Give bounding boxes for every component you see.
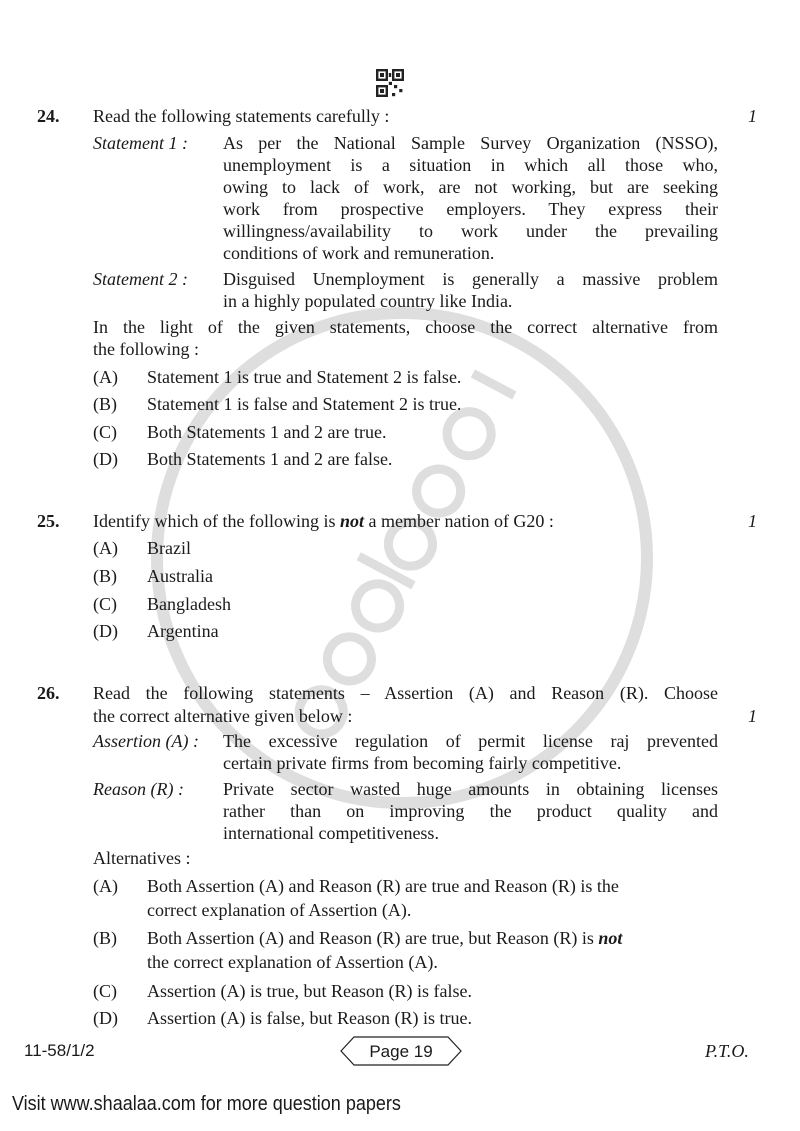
question-text: Read the following statements carefully : [93, 106, 390, 126]
option-label: (A) [93, 367, 118, 387]
option-label: (B) [93, 394, 117, 414]
question-text: Read the following statements – Assertion (A) and Reason (R). Choose [93, 683, 718, 703]
alternatives-label: Alternatives : [93, 848, 191, 868]
question-text [93, 510, 554, 532]
option-label: (C) [93, 422, 117, 442]
question-text: the correct alternative given below : [93, 706, 353, 726]
statement-line: willingness/availability to work under the prevailing [223, 221, 718, 241]
option-label: (B) [93, 928, 117, 948]
reason-label: Reason (R) : [93, 779, 184, 799]
question-marks: 1 [748, 106, 757, 126]
statement-line: in a highly populated country like India. [223, 291, 513, 311]
option-label: (D) [93, 621, 118, 641]
option-text: Both Statements 1 and 2 are true. [147, 422, 387, 442]
promo-banner: Visit www.shaalaa.com for more question papers [12, 1093, 401, 1115]
question-marks: 1 [748, 511, 757, 531]
question-number: 26. [37, 683, 60, 703]
assertion-line: certain private firms from becoming fairly competitive. [223, 753, 622, 773]
statement-line: Disguised Unemployment is generally a massive problem [223, 269, 718, 289]
option-text: the correct explanation of Assertion (A). [147, 952, 438, 972]
pto-label: P.T.O. [705, 1041, 749, 1061]
statement-line: owing to lack of work, are not working, but are seeking [223, 177, 718, 197]
statement-line: conditions of work and remuneration. [223, 243, 495, 263]
reason-line: international competitiveness. [223, 823, 439, 843]
option-text-pre: Both Assertion (A) and Reason (R) are true, but Reason (R) is [147, 928, 599, 948]
statement-line: As per the National Sample Survey Organization (NSSO), [223, 133, 718, 153]
option-text: Assertion (A) is false, but Reason (R) is true. [147, 1008, 472, 1028]
statement-line: unemployment is a situation in which all those who, [223, 155, 718, 175]
reason-line: rather than on improving the product quality and [223, 801, 718, 821]
reason-line: Private sector wasted huge amounts in obtaining licenses [223, 779, 718, 799]
assertion-line: The excessive regulation of permit license raj prevented [223, 731, 718, 751]
option-label: (A) [93, 876, 118, 896]
assertion-label: Assertion (A) : [93, 731, 199, 751]
emphasis-not: not [598, 928, 623, 948]
option-text: Argentina [147, 621, 219, 641]
option-text: Assertion (A) is true, but Reason (R) is false. [147, 981, 472, 1001]
statement-1-label: Statement 1 : [93, 133, 188, 153]
paper-code: 11-58/1/2 [24, 1041, 95, 1060]
option-label: (D) [93, 1008, 118, 1028]
prompt-line: the following : [93, 339, 199, 359]
question-text-post: a member nation of G20 : [363, 511, 554, 531]
option-text: Bangladesh [147, 594, 231, 614]
emphasis-not: not [339, 511, 364, 531]
option-text: correct explanation of Assertion (A). [147, 900, 412, 920]
question-marks: 1 [748, 706, 757, 726]
question-text-pre: Identify which of the following is [93, 511, 340, 531]
option-text: Brazil [147, 538, 191, 558]
question-number: 24. [37, 106, 60, 126]
option-label: (A) [93, 538, 118, 558]
option-text: Australia [147, 566, 213, 586]
option-text: Statement 1 is false and Statement 2 is true. [147, 394, 462, 414]
prompt-line: In the light of the given statements, choose the correct alternative from [93, 317, 718, 337]
option-text: Both Assertion (A) and Reason (R) are true and Reason (R) is the [147, 876, 619, 896]
option-text [147, 927, 622, 949]
statement-2-label: Statement 2 : [93, 269, 188, 289]
question-number: 25. [37, 511, 60, 531]
option-text: Statement 1 is true and Statement 2 is false. [147, 367, 462, 387]
option-label: (C) [93, 594, 117, 614]
option-text: Both Statements 1 and 2 are false. [147, 449, 393, 469]
statement-line: work from prospective employers. They express their [223, 199, 718, 219]
page-number: Page 19 [369, 1042, 433, 1061]
option-label: (C) [93, 981, 117, 1001]
option-label: (B) [93, 566, 117, 586]
option-label: (D) [93, 449, 118, 469]
qr-code-icon [376, 69, 404, 97]
